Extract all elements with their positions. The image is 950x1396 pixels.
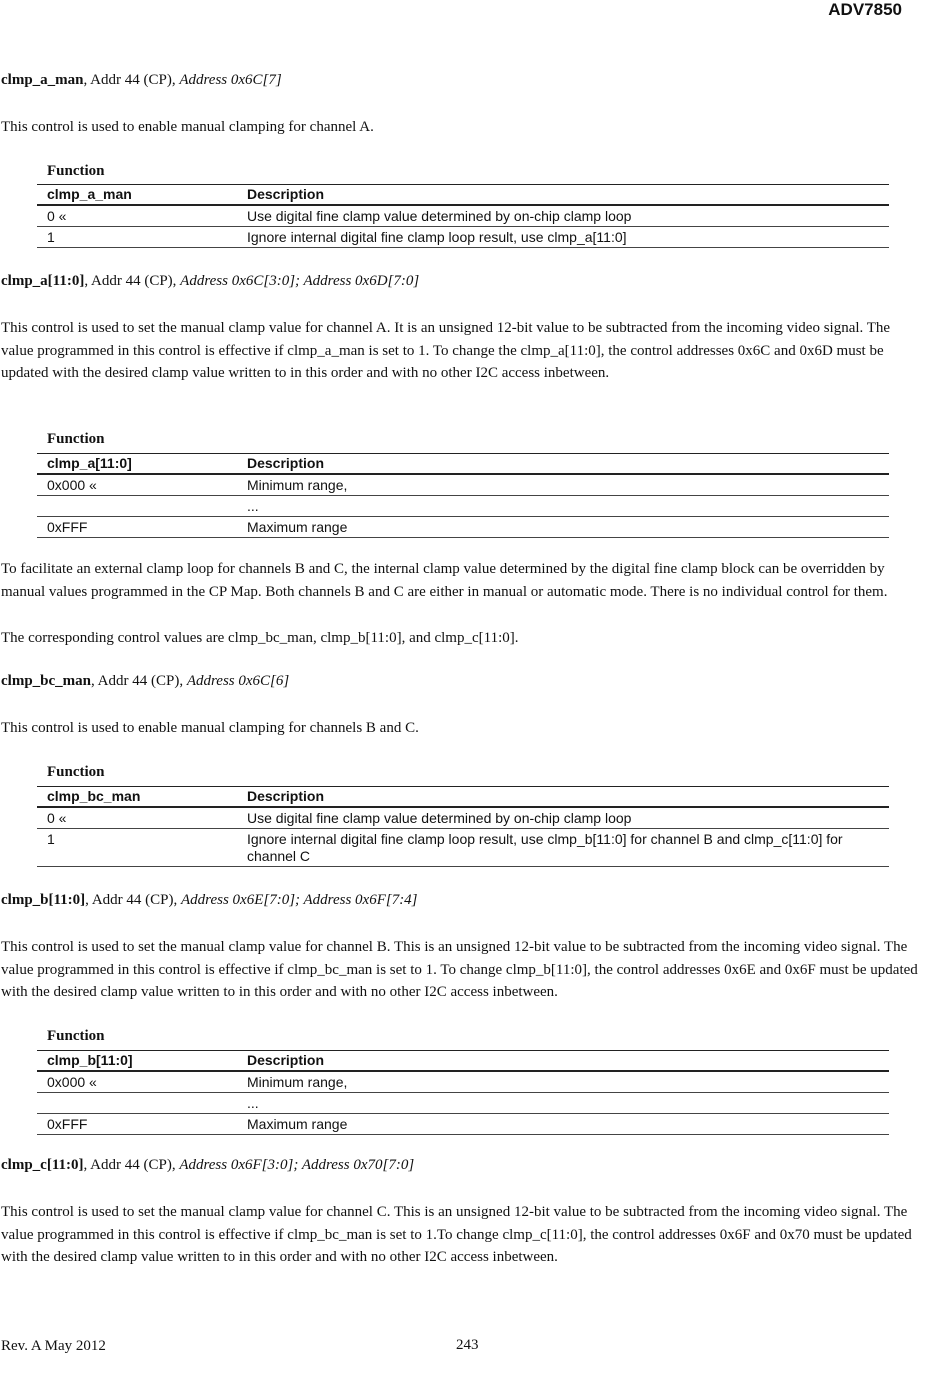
register-addr: , Addr 44 (CP), [91,673,187,689]
register-heading [1,72,282,89]
register-addr: , Addr 44 (CP), [83,72,180,88]
function-table [37,786,889,867]
table-row [37,1093,889,1114]
table-cell-description: ... [237,1093,889,1114]
table-row [37,829,889,867]
page-number: 243 [456,1337,479,1353]
table-cell-value: 0xFFF [37,1114,237,1135]
table-cell-value: 0 « [37,205,237,227]
table-cell-description: Use digital fine clamp value determined by on-chip clamp loop [237,807,889,829]
table-header-description: Description [237,185,889,206]
table-row [37,1114,889,1135]
table-cell-description: Ignore internal digital fine clamp loop result, use clmp_b[11:0] for channel B and clmp_c[11:0] for channel C [237,829,889,867]
register-description: This control is used to set the manual clamp value for channel A. It is an unsigned 12-bit value to be subtracted from the incoming video signal. The value programmed in this control is effective if clmp_a_man is set to 1. To change the clmp_a[11:0], the control addresses 0x6C and 0x6D must be updated with the desired clamp value written to in this order and with no other I2C access inbetween. [1,320,891,382]
register-description: This control is used to set the manual clamp value for channel C. This is an unsigned 12-bit value to be subtracted from the incoming video signal. The value programmed in this control is effective if clmp_bc_man is set to 1.To change clmp_c[11:0], the control addresses 0x6F and 0x70 must be updated with the desired clamp value written to in this order and with no other I2C access inbetween. [1,1204,912,1266]
intro-paragraph: To facilitate an external clamp loop for channels B and C, the internal clamp value determined by the digital fine clamp block can be overridden by manual values programmed in the CP Map. Both channels B and C are either in manual or automatic mode. There is no individual control for them. [1,561,888,600]
table-cell-value: 1 [37,829,237,867]
revision-footer: Rev. A May 2012 [1,1338,106,1354]
table-header-description: Description [237,1051,889,1072]
table-row [37,496,889,517]
table-row [37,517,889,538]
table-row [37,474,889,496]
table-cell-description: ... [237,496,889,517]
table-header-value: clmp_a[11:0] [37,454,237,475]
table-header-row [37,787,889,808]
register-address: Address 0x6C[7] [179,72,282,88]
function-table [37,184,889,248]
table-cell-value [37,496,237,517]
table-cell-description: Minimum range, [237,1071,889,1093]
table-header-value: clmp_b[11:0] [37,1051,237,1072]
register-name: clmp_a_man [1,72,84,88]
register-description: This control is used to enable manual clamping for channel A. [1,119,374,135]
table-cell-value: 0x000 « [37,474,237,496]
table-cell-description: Minimum range, [237,474,889,496]
table-header-value: clmp_a_man [37,185,237,206]
function-table-title: Function [47,431,105,447]
table-cell-value: 0xFFF [37,517,237,538]
table-row [37,205,889,227]
register-address: Address 0x6E[7:0]; Address 0x6F[7:4] [181,892,418,908]
table-header-description: Description [237,787,889,808]
table-cell-value: 0 « [37,807,237,829]
table-row [37,807,889,829]
register-addr: , Addr 44 (CP), [85,892,182,908]
register-heading [1,673,289,690]
register-heading [1,1157,414,1174]
register-description: This control is used to set the manual clamp value for channel B. This is an unsigned 12-bit value to be subtracted from the incoming video signal. The value programmed in this control is effective if clmp_bc_man is set to 1. To change clmp_b[11:0], the control addresses 0x6E and 0x6F must be updated with the desired clamp value written to in this order and with no other I2C access inbetween. [1,939,918,1001]
table-cell-value: 1 [37,227,237,248]
table-header-row [37,454,889,475]
table-cell-description: Maximum range [237,1114,889,1135]
table-cell-description: Maximum range [237,517,889,538]
table-header-row [37,1051,889,1072]
table-row [37,1071,889,1093]
intro-paragraph: The corresponding control values are clmp_bc_man, clmp_b[11:0], and clmp_c[11:0]. [1,630,519,646]
function-table-title: Function [47,163,105,179]
register-name: clmp_b[11:0] [1,892,86,908]
table-row [37,227,889,248]
register-addr: , Addr 44 (CP), [83,1157,180,1173]
table-header-value: clmp_bc_man [37,787,237,808]
register-heading [1,892,418,909]
function-table-title: Function [47,764,105,780]
register-addr: , Addr 44 (CP), [84,273,181,289]
register-address: Address 0x6C[6] [186,673,290,689]
register-address: Address 0x6C[3:0]; Address 0x6D[7:0] [180,273,420,289]
table-cell-value: 0x000 « [37,1071,237,1093]
register-heading [1,273,419,290]
register-name: clmp_c[11:0] [1,1157,84,1173]
table-cell-value [37,1093,237,1114]
document-header-title: ADV7850 [828,0,902,19]
register-name: clmp_bc_man [1,673,91,689]
table-cell-description: Ignore internal digital fine clamp loop result, use clmp_a[11:0] [237,227,889,248]
register-description: This control is used to enable manual clamping for channels B and C. [1,720,419,736]
function-table [37,453,889,538]
function-table-title: Function [47,1028,105,1044]
table-header-row [37,185,889,206]
table-cell-description: Use digital fine clamp value determined by on-chip clamp loop [237,205,889,227]
function-table [37,1050,889,1135]
register-name: clmp_a[11:0] [1,273,85,289]
table-header-description: Description [237,454,889,475]
register-address: Address 0x6F[3:0]; Address 0x70[7:0] [179,1157,415,1173]
